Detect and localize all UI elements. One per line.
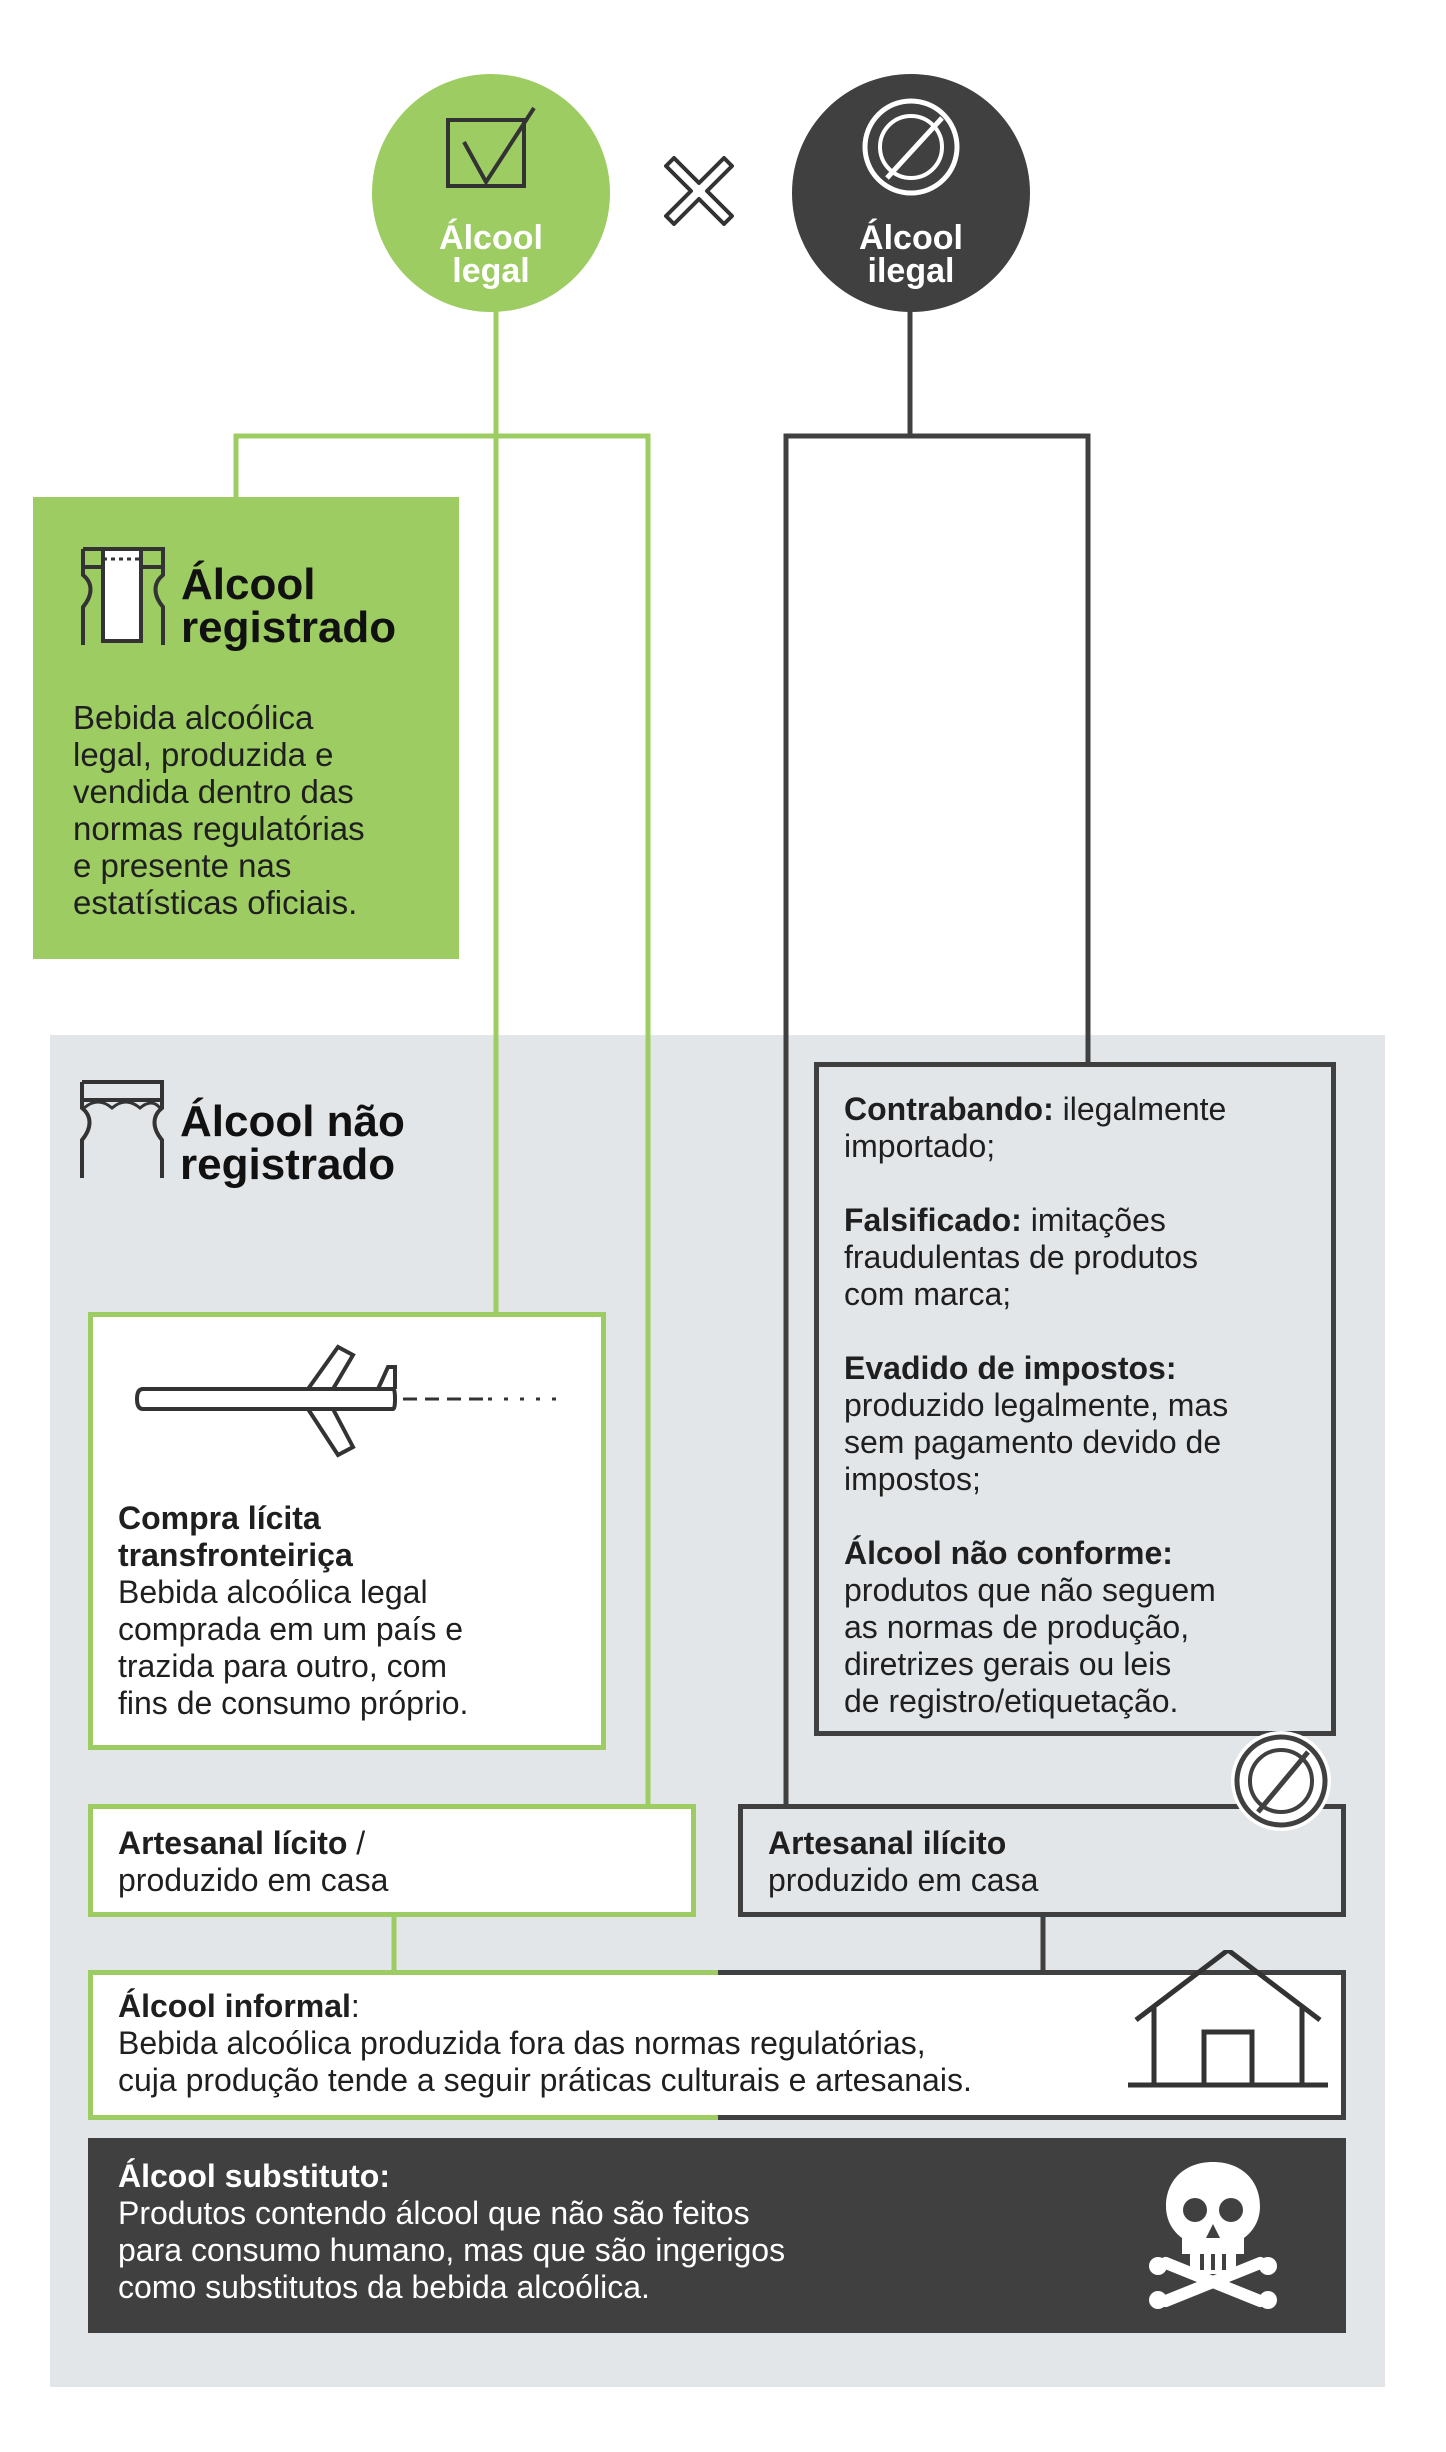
artisanal-licit-box <box>88 1804 696 1917</box>
registered-desc-line: e presente nas <box>73 847 292 884</box>
illegal-types-list <box>844 1091 1228 1757</box>
illegal-line: importado; <box>844 1128 996 1164</box>
artisanal-illicit-subtitle: produzido em casa <box>768 1862 1039 1898</box>
illegal-line: as normas de produção, <box>844 1609 1190 1645</box>
registered-title-line1: Álcool <box>181 560 316 609</box>
checkbox-icon <box>442 104 542 194</box>
cross-border-text <box>118 1500 468 1722</box>
illegal-line: produzido legalmente, mas <box>844 1387 1229 1423</box>
legal-circle-line1: Álcool <box>439 219 543 257</box>
cross-border-title-line: transfronteiriça <box>118 1537 353 1573</box>
illegal-term: Contrabando: <box>844 1091 1054 1127</box>
registered-description <box>73 699 365 921</box>
unregistered-title-line2: registrado <box>180 1140 396 1189</box>
bottle-unlabeled-icon <box>72 1070 172 1182</box>
registered-alcohol-box <box>33 497 459 959</box>
prohibited-icon <box>856 92 966 202</box>
registered-desc-line: legal, produzida e <box>73 736 334 773</box>
artisanal-licit-title: Artesanal lícito <box>118 1825 348 1861</box>
bottle-label-icon <box>73 537 173 649</box>
illegal-rest: ilegalmente <box>1053 1091 1227 1127</box>
informal-line: Bebida alcoólica produzida fora das normas regulatórias, <box>118 2025 926 2061</box>
prohibited-icon <box>1226 1726 1336 1836</box>
illegal-circle-line1: Álcool <box>859 219 963 257</box>
illegal-line: fraudulentas de produtos <box>844 1239 1199 1275</box>
informal-alcohol-box <box>88 1970 1346 2120</box>
illegal-item-non-compliant <box>844 1535 1228 1720</box>
substitute-alcohol-box <box>88 2138 1346 2333</box>
illegal-line: com marca; <box>844 1276 1012 1312</box>
substitute-title: Álcool substituto: <box>118 2158 390 2194</box>
legal-circle-line2: legal <box>452 252 530 290</box>
illegal-line: sem pagamento devido de <box>844 1424 1222 1460</box>
cross-border-title-line: Compra lícita <box>118 1500 321 1536</box>
substitute-line: Produtos contendo álcool que não são feitos <box>118 2195 750 2231</box>
cross-border-desc-line: fins de consumo próprio. <box>118 1685 469 1721</box>
illegal-line: impostos; <box>844 1461 981 1497</box>
informal-title-suffix: : <box>350 1988 360 2024</box>
substitute-line: como substitutos da bebida alcoólica. <box>118 2269 650 2305</box>
illegal-line: diretrizes gerais ou leis <box>844 1646 1172 1682</box>
illegal-line: produtos que não seguem <box>844 1572 1216 1608</box>
illegal-line: de registro/etiquetação. <box>844 1683 1179 1719</box>
registered-desc-line: estatísticas oficiais. <box>73 884 358 921</box>
illegal-alcohol-circle <box>792 74 1030 312</box>
informal-line: cuja produção tende a seguir práticas culturais e artesanais. <box>118 2062 972 2098</box>
cross-border-desc-line: Bebida alcoólica legal <box>118 1574 428 1610</box>
legal-alcohol-circle <box>372 74 610 312</box>
airplane-icon <box>133 1327 573 1477</box>
artisanal-illicit-title: Artesanal ilícito <box>768 1825 1007 1861</box>
illegal-term: Falsificado: <box>844 1202 1022 1238</box>
registered-desc-line: vendida dentro das <box>73 773 354 810</box>
registered-title-line2: registrado <box>181 603 397 652</box>
unregistered-title-line1: Álcool não <box>180 1097 405 1146</box>
skull-crossbones-icon <box>1138 2154 1288 2314</box>
illegal-types-box <box>814 1062 1336 1736</box>
substitute-line: para consumo humano, mas que são ingerigos <box>118 2232 786 2268</box>
cross-border-purchase-box <box>88 1312 606 1750</box>
registered-desc-line: normas regulatórias <box>73 810 365 847</box>
times-icon <box>664 156 734 226</box>
illegal-term: Evadido de impostos: <box>844 1350 1177 1386</box>
house-icon <box>1128 1950 1328 2100</box>
illegal-item-smuggling <box>844 1091 1228 1165</box>
artisanal-licit-suffix: / <box>347 1825 366 1861</box>
artisanal-licit-subtitle: produzido em casa <box>118 1862 389 1898</box>
illegal-item-counterfeit <box>844 1202 1228 1313</box>
registered-desc-line: Bebida alcoólica <box>73 699 314 736</box>
cross-border-desc-line: comprada em um país e <box>118 1611 464 1647</box>
illegal-rest: imitações <box>1021 1202 1166 1238</box>
illegal-circle-line2: ilegal <box>867 252 955 290</box>
informal-title: Álcool informal <box>118 1988 351 2024</box>
illegal-term: Álcool não conforme: <box>844 1535 1173 1571</box>
illegal-item-tax-evaded <box>844 1350 1228 1498</box>
cross-border-desc-line: trazida para outro, com <box>118 1648 448 1684</box>
